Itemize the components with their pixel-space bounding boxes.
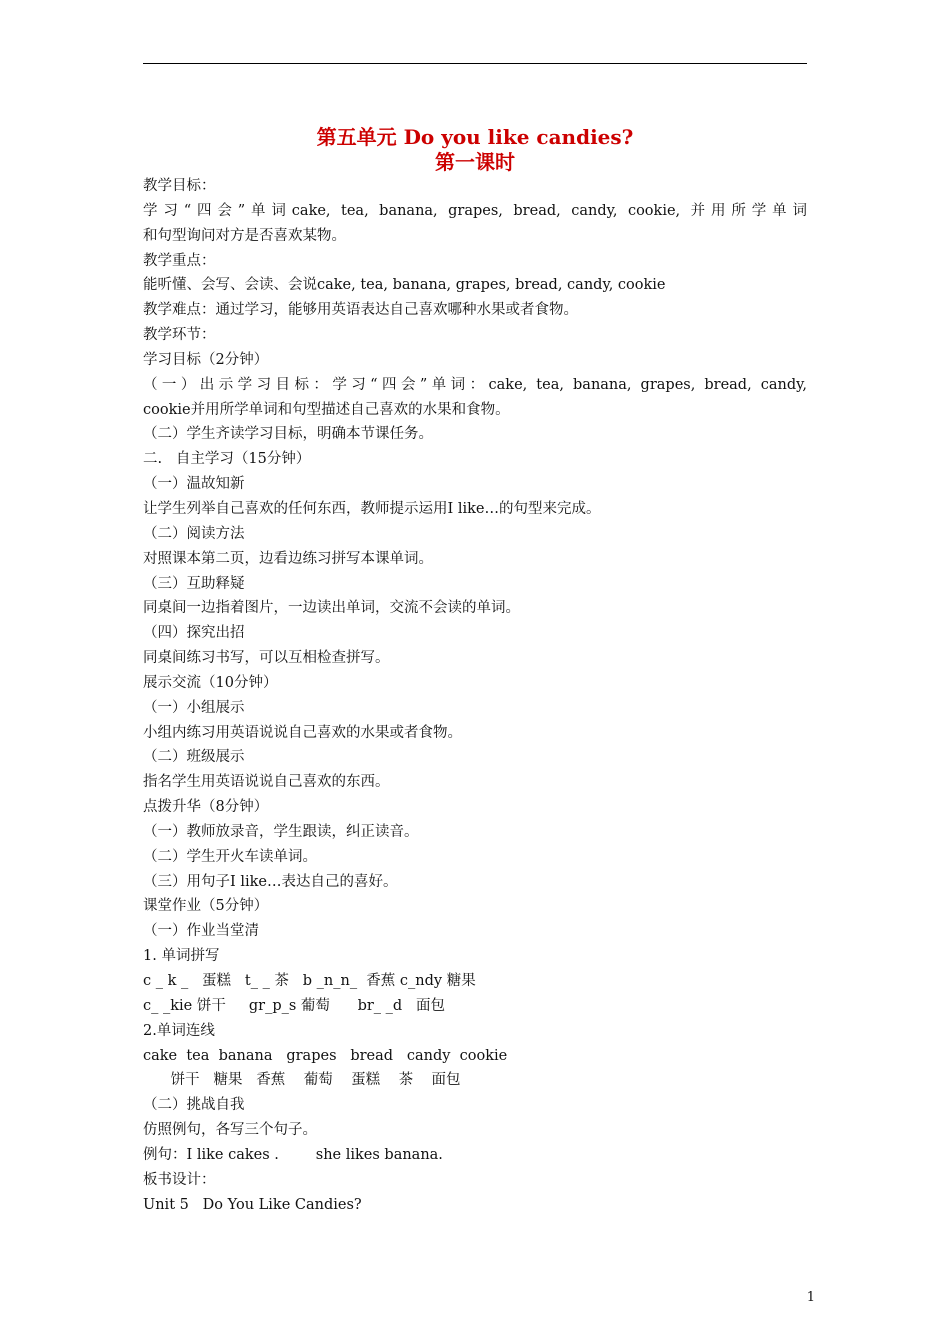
header-rule	[143, 63, 807, 64]
lesson-plan-body	[143, 174, 807, 1217]
text-line: 课堂作业（5分钟）	[143, 898, 269, 915]
text-line: 教学目标：	[143, 178, 216, 194]
text-line: 同桌间一边指着图片，一边读出单词，交流不会读的单词。	[143, 600, 520, 617]
text-line: 学习“四会”单词cake, tea, banana, grapes, bread, candy, cookie, 并用所学单词	[143, 202, 807, 219]
text-line: （一）温故知新	[143, 476, 245, 493]
text-line: 教学难点：通过学习，能够用英语表达自己喜欢哪种水果或者食物。	[143, 302, 578, 319]
text-line: 能听懂、会写、会读、会说cake, tea, banana, grapes, bread, candy, cookie	[143, 277, 666, 294]
text-line: （三）互助释疑	[143, 575, 245, 592]
text-line: 1. 单词拼写	[143, 948, 220, 965]
text-line: 让学生列举自己喜欢的任何东西，教师提示运用I like…的句型来完成。	[143, 500, 601, 517]
text-line: 学习目标（2分钟）	[143, 351, 269, 368]
text-line: c_ _kie 饼干 gr_p_s 葡萄 br_ _d 面包	[143, 997, 446, 1014]
text-line: 指名学生用英语说说自己喜欢的东西。	[143, 774, 390, 791]
text-line: cake tea banana grapes bread candy cookie	[143, 1047, 508, 1064]
text-line: （二）学生齐读学习目标，明确本节课任务。	[143, 426, 433, 443]
text-line: 小组内练习用英语说说自己喜欢的水果或者食物。	[143, 724, 462, 741]
text-line: （一）小组展示	[143, 699, 245, 716]
text-line: （四）探究出招	[143, 625, 245, 642]
text-line: 饼干 糖果 香蕉 葡萄 蛋糕 茶 面包	[143, 1072, 461, 1089]
text-line: （二）班级展示	[143, 749, 245, 766]
text-line: （一）教师放录音，学生跟读，纠正读音。	[143, 823, 419, 840]
lesson-title: 第一课时	[435, 150, 515, 174]
text-line: 对照课本第二页，边看边练习拼写本课单词。	[143, 550, 433, 567]
text-line: 和句型询问对方是否喜欢某物。	[143, 227, 346, 244]
unit-title: 第五单元 Do you like candies?	[316, 125, 634, 149]
text-line: （二）学生开火车读单词。	[143, 848, 317, 865]
text-line: 教学环节：	[143, 327, 216, 344]
text-line: 二. 自主学习（15分钟）	[143, 451, 311, 468]
text-line: 例句：I like cakes . she likes banana.	[143, 1146, 443, 1163]
text-line: 教学重点：	[143, 252, 216, 269]
text-line: （一）作业当堂清	[143, 923, 259, 940]
text-line: 板书设计：	[143, 1171, 216, 1188]
text-line: Unit 5 Do You Like Candies?	[143, 1196, 362, 1213]
text-line: c _ k _ 蛋糕 t_ _ 茶 b _n_n_ 香蕉 c_ndy 糖果	[143, 973, 476, 989]
text-line: 展示交流（10分钟）	[143, 674, 278, 691]
text-line: （二）挑战自我	[143, 1097, 245, 1114]
page-number: 1	[806, 1290, 815, 1305]
text-line: （一）出示学习目标：学习“四会”单词：cake, tea, banana, grapes, bread, candy,	[143, 376, 807, 393]
text-line: 点拨升华（8分钟）	[143, 799, 269, 816]
text-line: 同桌间练习书写，可以互相检查拼写。	[143, 650, 390, 667]
text-line: （二）阅读方法	[143, 525, 245, 542]
text-line: （三）用句子I like…表达自己的喜好。	[143, 873, 398, 890]
text-line: cookie并用所学单词和句型描述自己喜欢的水果和食物。	[143, 401, 510, 418]
text-line: 仿照例句，各写三个句子。	[143, 1122, 317, 1139]
text-line: 2.单词连线	[143, 1022, 215, 1039]
